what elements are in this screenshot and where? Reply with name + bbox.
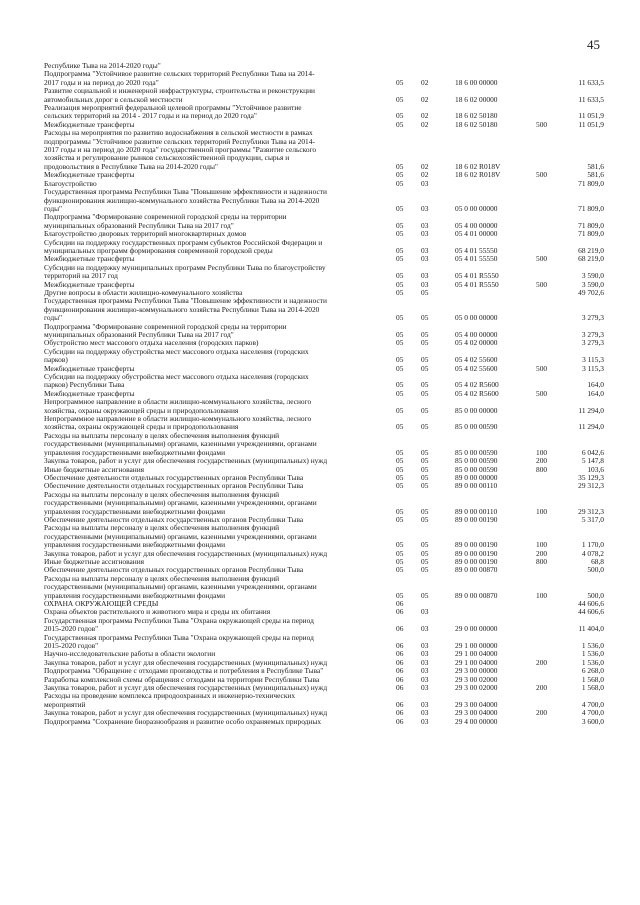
row-name: Расходы на выплаты персоналу в целях обеспечения выполнения функций государственными (муниципальными) органами, казенными учреждениями, органами управления государственными внебюджетными фондами xyxy=(44,430,317,457)
row-name: Разработка комплексной схемы обращения с отходами на территории Республики Тыва xyxy=(44,674,320,684)
amount: 3 115,3 xyxy=(582,355,604,365)
amount: 71 809,0 xyxy=(578,229,604,239)
section-code: 05 xyxy=(396,338,404,348)
amount: 3 279,3 xyxy=(581,313,604,323)
section-code: 05 xyxy=(396,447,404,457)
row-name: Развитие социальной и инженерной инфраструктуры, строительства и реконструкции автомобильных дорог в сельской местности xyxy=(44,86,315,104)
row-name: Обустройство мест массового отдыха населения (городских парков) xyxy=(44,338,259,348)
subsection-code: 03 xyxy=(421,220,429,230)
amount: 4 700,0 xyxy=(581,699,604,709)
row-name: Расходы на выплаты персоналу в целях обеспечения выполнения функций государственными (муниципальными) органами, казенными учреждениями, органами управления государственными внебюджетными фондами xyxy=(44,489,317,516)
target-article-code: 89 0 00 00190 xyxy=(455,540,498,550)
subsection-code: 03 xyxy=(421,271,429,281)
row-name: Подпрограмма "Обращение с отходами производства и потребления в Республике Тыва" xyxy=(44,666,324,676)
subsection-code: 02 xyxy=(421,170,429,180)
row-name: Межбюджетные трансферты xyxy=(44,170,135,180)
target-article-code: 05 4 02 00000 xyxy=(455,338,498,348)
row-name: Обеспечение деятельности отдельных государственных органов Республики Тыва xyxy=(44,481,304,491)
amount: 68,8 xyxy=(591,556,604,566)
target-article-code: 89 0 00 00870 xyxy=(455,565,498,575)
row-name: Иные бюджетные ассигнования xyxy=(44,464,145,474)
amount: 11 633,5 xyxy=(578,94,604,104)
target-article-code: 89 0 00 00110 xyxy=(455,481,498,491)
amount: 71 809,0 xyxy=(578,203,604,213)
row-name: Расходы на мероприятия по развитию водоснабжения в сельской местности в рамках подпрограммы "Устойчивое развитие сельских территорий Республики Тыва на 2014- 2017 годы и на период до 2020 года" государственной программы "Развитие сельского хозяйства и регулирование рынков сельскохозяйственной продукции, сырья и продовольствия в Республике Тыва на 2014-2020 годы" xyxy=(44,128,317,171)
target-article-code: 29 1 00 00000 xyxy=(455,641,498,651)
subsection-code: 05 xyxy=(421,447,429,457)
section-code: 05 xyxy=(396,590,404,600)
expense-type-code: 500 xyxy=(536,254,548,264)
target-article-code: 05 4 01 R5550 xyxy=(455,271,499,281)
section-code: 05 xyxy=(396,287,404,297)
row-name: Реализация мероприятий федеральной целевой программы "Устойчивое развитие сельских территорий на 2014 - 2017 годы и на период до 2020 года" xyxy=(44,103,302,121)
section-code: 05 xyxy=(396,548,404,558)
amount: 1 536,0 xyxy=(581,649,604,659)
row-name: Научно-исследовательские работы в области экологии xyxy=(44,649,216,659)
subsection-code: 05 xyxy=(421,363,429,373)
row-name: Субсидии на поддержку государственных программ субъектов Российской Федерации и муниципальных программ формирования современной городской среды xyxy=(44,237,323,255)
section-code: 05 xyxy=(396,111,404,121)
section-code: 06 xyxy=(396,649,404,659)
amount: 11 051,9 xyxy=(578,111,604,121)
table-row xyxy=(44,692,604,709)
section-code: 05 xyxy=(396,94,404,104)
table-row xyxy=(44,415,604,432)
subsection-code: 03 xyxy=(421,229,429,239)
amount: 1 536,0 xyxy=(581,657,604,667)
section-code: 05 xyxy=(396,178,404,188)
subsection-code: 02 xyxy=(421,161,429,171)
expense-type-code: 200 xyxy=(536,708,548,718)
row-name: Расходы на выплаты персоналу в целях обеспечения выполнения функций государственными (муниципальными) органами, казенными учреждениями, органами управления государственными внебюджетными фондами xyxy=(44,523,317,550)
subsection-code: 03 xyxy=(421,641,429,651)
section-code: 05 xyxy=(396,254,404,264)
target-article-code: 05 4 01 55550 xyxy=(455,245,498,255)
row-name: Межбюджетные трансферты xyxy=(44,119,135,129)
section-code: 05 xyxy=(396,514,404,524)
amount: 500,0 xyxy=(587,565,604,575)
row-name: Подпрограмма "Устойчивое развитие сельских территорий Республики Тыва на 2014- 2017 годы и на период до 2020 года" xyxy=(44,69,315,87)
table-row xyxy=(44,171,604,179)
table-row xyxy=(44,491,604,516)
section-code: 05 xyxy=(396,229,404,239)
target-article-code: 18 6 00 00000 xyxy=(455,77,498,87)
amount: 68 219,0 xyxy=(578,245,604,255)
expense-type-code: 800 xyxy=(536,556,548,566)
subsection-code: 05 xyxy=(421,405,429,415)
subsection-code: 05 xyxy=(421,338,429,348)
table-row xyxy=(44,129,604,171)
amount: 11 294,0 xyxy=(578,422,604,432)
table-row xyxy=(44,373,604,390)
row-name: Закупка товаров, работ и услуг для обеспечения государственных (муниципальных) нужд xyxy=(44,456,328,466)
amount: 6 042,6 xyxy=(581,447,604,457)
subsection-code: 05 xyxy=(421,481,429,491)
table-row xyxy=(44,718,604,726)
row-name: Непрограммное направление в области жилищно-коммунального хозяйства, лесного хозяйства, охраны окружающей среды и природопользования xyxy=(44,414,312,432)
subsection-code: 05 xyxy=(421,548,429,558)
subsection-code: 05 xyxy=(421,422,429,432)
expense-type-code: 100 xyxy=(536,590,548,600)
row-name: Республике Тыва на 2014-2020 годы" xyxy=(44,61,161,70)
amount: 35 129,3 xyxy=(578,472,604,482)
row-name: Благоустройство дворовых территорий многоквартирных домов xyxy=(44,229,247,239)
table-row xyxy=(44,188,604,213)
target-article-code: 89 0 00 00190 xyxy=(455,514,498,524)
subsection-code: 03 xyxy=(421,279,429,289)
amount: 1 170,0 xyxy=(581,540,604,550)
section-code: 05 xyxy=(396,380,404,390)
amount: 68 219,0 xyxy=(578,254,604,264)
amount: 29 312,3 xyxy=(578,481,604,491)
amount: 4 078,2 xyxy=(581,548,604,558)
amount: 1 568,0 xyxy=(581,683,604,693)
row-name: Другие вопросы в области жилищно-коммунального хозяйства xyxy=(44,287,243,297)
table-row xyxy=(44,617,604,634)
section-code: 06 xyxy=(396,666,404,676)
row-name: Государственная программа Республики Тыва "Охрана окружающей среды на период 2015-2020 годов" xyxy=(44,632,314,651)
section-code: 05 xyxy=(396,161,404,171)
target-article-code: 29 3 00 04000 xyxy=(455,708,498,718)
section-code: 06 xyxy=(396,607,404,617)
table-row xyxy=(44,87,604,104)
section-code: 05 xyxy=(396,565,404,575)
row-name: Охрана объектов растительного и животного мира и среды их обитания xyxy=(44,607,271,617)
row-name: Непрограммное направление в области жилищно-коммунального хозяйства, лесного хозяйства, охраны окружающей среды и природопользования xyxy=(44,397,312,415)
subsection-code: 05 xyxy=(421,565,429,575)
target-article-code: 89 0 00 00870 xyxy=(455,590,498,600)
table-row xyxy=(44,575,604,600)
section-code: 06 xyxy=(396,699,404,709)
row-name: Межбюджетные трансферты xyxy=(44,254,135,264)
target-article-code: 18 6 02 00000 xyxy=(455,94,498,104)
row-name: Благоустройство xyxy=(44,178,97,188)
section-code: 05 xyxy=(396,245,404,255)
row-name: Закупка товаров, работ и услуг для обеспечения государственных (муниципальных) нужд xyxy=(44,548,328,558)
subsection-code: 05 xyxy=(421,287,429,297)
row-name: Субсидии на поддержку обустройства мест массового отдыха населения (городских парков) xyxy=(44,346,309,365)
target-article-code: 18 6 02 R018V xyxy=(455,161,501,171)
section-code: 05 xyxy=(396,279,404,289)
amount: 29 312,3 xyxy=(578,506,604,516)
target-article-code: 89 0 00 00110 xyxy=(455,506,498,516)
subsection-code: 05 xyxy=(421,506,429,516)
section-code: 05 xyxy=(396,472,404,482)
row-name: ОХРАНА ОКРУЖАЮЩЕЙ СРЕДЫ xyxy=(44,599,159,608)
amount: 164,0 xyxy=(587,380,604,390)
row-name: Закупка товаров, работ и услуг для обеспечения государственных (муниципальных) нужд xyxy=(44,683,328,693)
section-code: 05 xyxy=(396,271,404,281)
section-code: 05 xyxy=(396,119,404,129)
table-row xyxy=(44,264,604,281)
target-article-code: 29 1 00 04000 xyxy=(455,657,498,667)
subsection-code: 05 xyxy=(421,556,429,566)
section-code: 05 xyxy=(396,422,404,432)
amount: 3 590,0 xyxy=(581,271,604,281)
amount: 3 115,3 xyxy=(582,363,604,373)
subsection-code: 03 xyxy=(421,708,429,718)
target-article-code: 29 3 00 02000 xyxy=(455,674,498,684)
row-name: Государственная программа Республики Тыва "Повышение эффективности и надежности функционирования жилищно-коммунального хозяйства Республики Тыва на 2014-2020 годы" xyxy=(44,187,327,213)
amount: 164,0 xyxy=(587,388,604,398)
subsection-code: 03 xyxy=(421,683,429,693)
target-article-code: 29 3 00 00000 xyxy=(455,666,498,676)
section-code: 06 xyxy=(396,657,404,667)
subsection-code: 03 xyxy=(421,674,429,684)
row-name: Обеспечение деятельности отдельных государственных органов Республики Тыва xyxy=(44,472,304,482)
row-name: Расходы на выплаты персоналу в целях обеспечения выполнения функций государственными (муниципальными) органами, казенными учреждениями, органами управления государственными внебюджетными фондами xyxy=(44,573,317,600)
amount: 44 606,6 xyxy=(578,599,604,608)
subsection-code: 03 xyxy=(421,607,429,617)
expense-type-code: 200 xyxy=(536,548,548,558)
subsection-code: 05 xyxy=(421,313,429,323)
amount: 581,6 xyxy=(587,161,604,171)
subsection-code: 05 xyxy=(421,590,429,600)
subsection-code: 05 xyxy=(421,464,429,474)
target-article-code: 05 4 02 55600 xyxy=(455,355,498,365)
section-code: 06 xyxy=(396,641,404,651)
target-article-code: 05 4 02 R5600 xyxy=(455,380,499,390)
table-row xyxy=(44,432,604,457)
target-article-code: 29 3 00 04000 xyxy=(455,699,498,709)
expense-type-code: 500 xyxy=(536,279,548,289)
target-article-code: 89 0 00 00190 xyxy=(455,556,498,566)
target-article-code: 05 4 00 00000 xyxy=(455,330,498,339)
row-name: Обеспечение деятельности отдельных государственных органов Республики Тыва xyxy=(44,514,304,524)
section-code: 05 xyxy=(396,481,404,491)
target-article-code: 05 4 01 00000 xyxy=(455,229,498,239)
row-name: Подпрограмма "Сохранение биоразнообразия и развитие особо охраняемых природных xyxy=(44,716,322,726)
target-article-code: 18 6 02 R018V xyxy=(455,170,501,180)
target-article-code: 05 0 00 00000 xyxy=(455,203,498,213)
row-name: Обеспечение деятельности отдельных государственных органов Республики Тыва xyxy=(44,565,304,575)
section-code: 06 xyxy=(396,683,404,693)
section-code: 05 xyxy=(396,170,404,180)
target-article-code: 05 4 01 R5550 xyxy=(455,279,499,289)
amount: 11 294,0 xyxy=(578,405,604,415)
subsection-code: 03 xyxy=(421,649,429,659)
amount: 11 051,9 xyxy=(578,119,604,129)
expense-type-code: 100 xyxy=(536,447,548,457)
section-code: 05 xyxy=(396,363,404,373)
subsection-code: 02 xyxy=(421,111,429,121)
row-name: Государственная программа Республики Тыва "Повышение эффективности и надежности функционирования жилищно-коммунального хозяйства Республики Тыва на 2014-2020 годы" xyxy=(44,296,327,323)
subsection-code: 05 xyxy=(421,514,429,524)
amount: 6 268,0 xyxy=(581,666,604,676)
page-number: 45 xyxy=(587,37,600,52)
row-name: Иные бюджетные ассигнования xyxy=(44,556,145,566)
target-article-code: 89 0 00 00190 xyxy=(455,548,498,558)
section-code: 06 xyxy=(396,599,404,608)
target-article-code: 18 6 02 50180 xyxy=(455,111,498,121)
amount: 71 809,0 xyxy=(578,220,604,230)
target-article-code: 85 0 00 00590 xyxy=(455,464,498,474)
subsection-code: 03 xyxy=(421,245,429,255)
subsection-code: 05 xyxy=(421,540,429,550)
row-name: Подпрограмма "Формирование современной городской среды на территории муниципальных образований Республики Тыва на 2017 год" xyxy=(44,212,287,230)
subsection-code: 02 xyxy=(421,94,429,104)
row-name: Закупка товаров, работ и услуг для обеспечения государственных (муниципальных) нужд xyxy=(44,708,328,718)
row-name: Субсидии на поддержку муниципальных программ Республики Тыва по благоустройству территорий на 2017 год xyxy=(44,262,326,281)
subsection-code: 03 xyxy=(421,666,429,676)
target-article-code: 29 0 00 00000 xyxy=(455,624,498,634)
row-name: Межбюджетные трансферты xyxy=(44,363,135,373)
subsection-code: 02 xyxy=(421,77,429,87)
subsection-code: 05 xyxy=(421,456,429,466)
amount: 71 809,0 xyxy=(578,178,604,188)
subsection-code: 05 xyxy=(421,380,429,390)
target-article-code: 89 0 00 00000 xyxy=(455,472,498,482)
subsection-code: 05 xyxy=(421,388,429,398)
subsection-code: 03 xyxy=(421,699,429,709)
section-code: 05 xyxy=(396,77,404,87)
section-code: 05 xyxy=(396,506,404,516)
table-row xyxy=(44,524,604,549)
table-row xyxy=(44,213,604,230)
amount: 103,6 xyxy=(587,464,604,474)
amount: 3 600,0 xyxy=(581,716,604,726)
subsection-code: 05 xyxy=(421,472,429,482)
budget-table xyxy=(44,62,604,726)
target-article-code: 85 0 00 00000 xyxy=(455,405,498,415)
section-code: 05 xyxy=(396,220,404,230)
section-code: 05 xyxy=(396,405,404,415)
amount: 3 590,0 xyxy=(581,279,604,289)
amount: 581,6 xyxy=(587,170,604,180)
table-row xyxy=(44,398,604,415)
amount: 1 568,0 xyxy=(581,674,604,684)
subsection-code: 03 xyxy=(421,624,429,634)
target-article-code: 18 6 02 50180 xyxy=(455,119,498,129)
table-row xyxy=(44,297,604,322)
amount: 11 633,5 xyxy=(578,77,604,87)
section-code: 05 xyxy=(396,556,404,566)
section-code: 06 xyxy=(396,716,404,726)
section-code: 05 xyxy=(396,313,404,323)
section-code: 05 xyxy=(396,388,404,398)
target-article-code: 05 4 01 55550 xyxy=(455,254,498,264)
target-article-code: 05 4 02 R5600 xyxy=(455,388,499,398)
subsection-code: 02 xyxy=(421,119,429,129)
expense-type-code: 500 xyxy=(536,363,548,373)
row-name: Государственная программа Республики Тыва "Охрана окружающей среды на период 2015-2020 годов" xyxy=(44,615,314,634)
target-article-code: 85 0 00 00590 xyxy=(455,422,498,432)
table-row xyxy=(44,70,604,87)
row-name: Межбюджетные трансферты xyxy=(44,279,135,289)
row-name: Субсидии на поддержку обустройства мест массового отдыха населения (городских парков) Республики Тыва xyxy=(44,372,309,390)
amount: 3 279,3 xyxy=(581,330,604,339)
amount: 5 147,8 xyxy=(581,456,604,466)
subsection-code: 03 xyxy=(421,716,429,726)
subsection-code: 03 xyxy=(421,657,429,667)
table-row xyxy=(44,348,604,365)
subsection-code: 05 xyxy=(421,330,429,339)
expense-type-code: 500 xyxy=(536,170,548,180)
target-article-code: 05 4 00 00000 xyxy=(455,220,498,230)
expense-type-code: 100 xyxy=(536,506,548,516)
amount: 500,0 xyxy=(587,590,604,600)
row-name: Межбюджетные трансферты xyxy=(44,388,135,398)
section-code: 06 xyxy=(396,624,404,634)
expense-type-code: 100 xyxy=(536,540,548,550)
subsection-code: 03 xyxy=(421,254,429,264)
expense-type-code: 800 xyxy=(536,464,548,474)
section-code: 05 xyxy=(396,203,404,213)
target-article-code: 85 0 00 00590 xyxy=(455,447,498,457)
table-row xyxy=(44,323,604,340)
amount: 44 606,6 xyxy=(578,607,604,617)
section-code: 05 xyxy=(396,464,404,474)
target-article-code: 29 1 00 04000 xyxy=(455,649,498,659)
expense-type-code: 500 xyxy=(536,388,548,398)
amount: 4 700,0 xyxy=(581,708,604,718)
section-code: 06 xyxy=(396,674,404,684)
amount: 11 404,0 xyxy=(578,624,604,634)
subsection-code: 05 xyxy=(421,355,429,365)
expense-type-code: 200 xyxy=(536,683,548,693)
amount: 3 279,3 xyxy=(581,338,604,348)
target-article-code: 29 3 00 02000 xyxy=(455,683,498,693)
row-name: Подпрограмма "Формирование современной городской среды на территории муниципальных образований Республики Тыва на 2017 год" xyxy=(44,321,287,339)
subsection-code: 03 xyxy=(421,178,429,188)
target-article-code: 85 0 00 00590 xyxy=(455,456,498,466)
table-row xyxy=(44,634,604,651)
target-article-code: 05 4 02 55600 xyxy=(455,363,498,373)
amount: 1 536,0 xyxy=(581,641,604,651)
amount: 49 702,6 xyxy=(578,287,604,297)
section-code: 05 xyxy=(396,456,404,466)
section-code: 05 xyxy=(396,540,404,550)
table-row xyxy=(44,104,604,121)
subsection-code: 03 xyxy=(421,203,429,213)
row-name: Расходы на проведение комплекса природоохранных и инженерно-технических мероприятий xyxy=(44,691,296,709)
row-name: Закупка товаров, работ и услуг для обеспечения государственных (муниципальных) нужд xyxy=(44,657,328,667)
section-code: 05 xyxy=(396,355,404,365)
expense-type-code: 200 xyxy=(536,456,548,466)
target-article-code: 05 0 00 00000 xyxy=(455,313,498,323)
expense-type-code: 500 xyxy=(536,119,548,129)
target-article-code: 29 4 00 00000 xyxy=(455,716,498,726)
table-row xyxy=(44,239,604,256)
section-code: 05 xyxy=(396,330,404,339)
amount: 5 317,0 xyxy=(581,514,604,524)
expense-type-code: 200 xyxy=(536,657,548,667)
section-code: 06 xyxy=(396,708,404,718)
